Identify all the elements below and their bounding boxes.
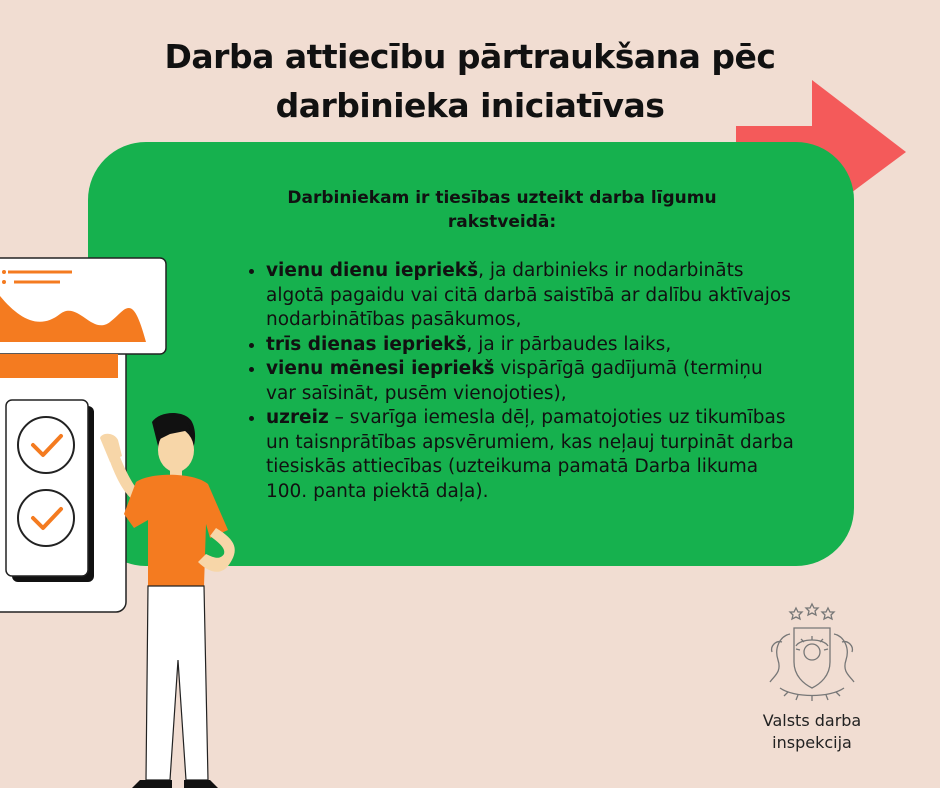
list-item (266, 406, 796, 504)
title-line-2: darbinieka iniciatīvas (275, 86, 665, 125)
list-item (266, 259, 796, 333)
list-item-bold: uzreiz (266, 407, 329, 428)
organization-name (742, 710, 882, 754)
card-heading (258, 186, 746, 234)
organization-name-line-1: Valsts darba (762, 711, 862, 730)
list-item-text: , ja ir pārbaudes laiks, (466, 333, 672, 355)
card-heading-line-1: Darbiniekam ir tiesības uzteikt darba līgumu (287, 188, 717, 208)
person-illustration (90, 410, 260, 788)
list-item-text: – svarīga iemesla dēļ, pamatojoties uz tikumības un taisnprātības apsvērumiem, kas neļauj turpināt darba tiesiskās attiecības (uzteikuma pamatā Darba likuma 100. panta piektā daļa). (266, 407, 794, 502)
list-item-bold: trīs dienas iepriekš (266, 333, 467, 355)
list-item (266, 357, 796, 406)
list-item-bold: vienu mēnesi iepriekš (266, 358, 495, 379)
organization-name-line-2: inspekcija (772, 733, 852, 752)
list-item (266, 333, 796, 358)
title-line-1: Darba attiecību pārtraukšana pēc (164, 37, 776, 76)
list-item-text: , ja darbinieks ir nodarbināts algotā pagaidu vai citā darbā saistībā ar dalību aktīvajos nodarbinātības pasākumos, (266, 260, 791, 330)
list-item-bold: vienu dienu iepriekš (266, 260, 479, 281)
card-heading-line-2: rakstveidā: (447, 212, 557, 232)
list-item-text: vispārīgā gadījumā (termiņu var saīsināt, pusēm vienojoties), (266, 358, 763, 404)
rules-list (250, 259, 796, 504)
coat-of-arms-emblem (760, 600, 864, 704)
